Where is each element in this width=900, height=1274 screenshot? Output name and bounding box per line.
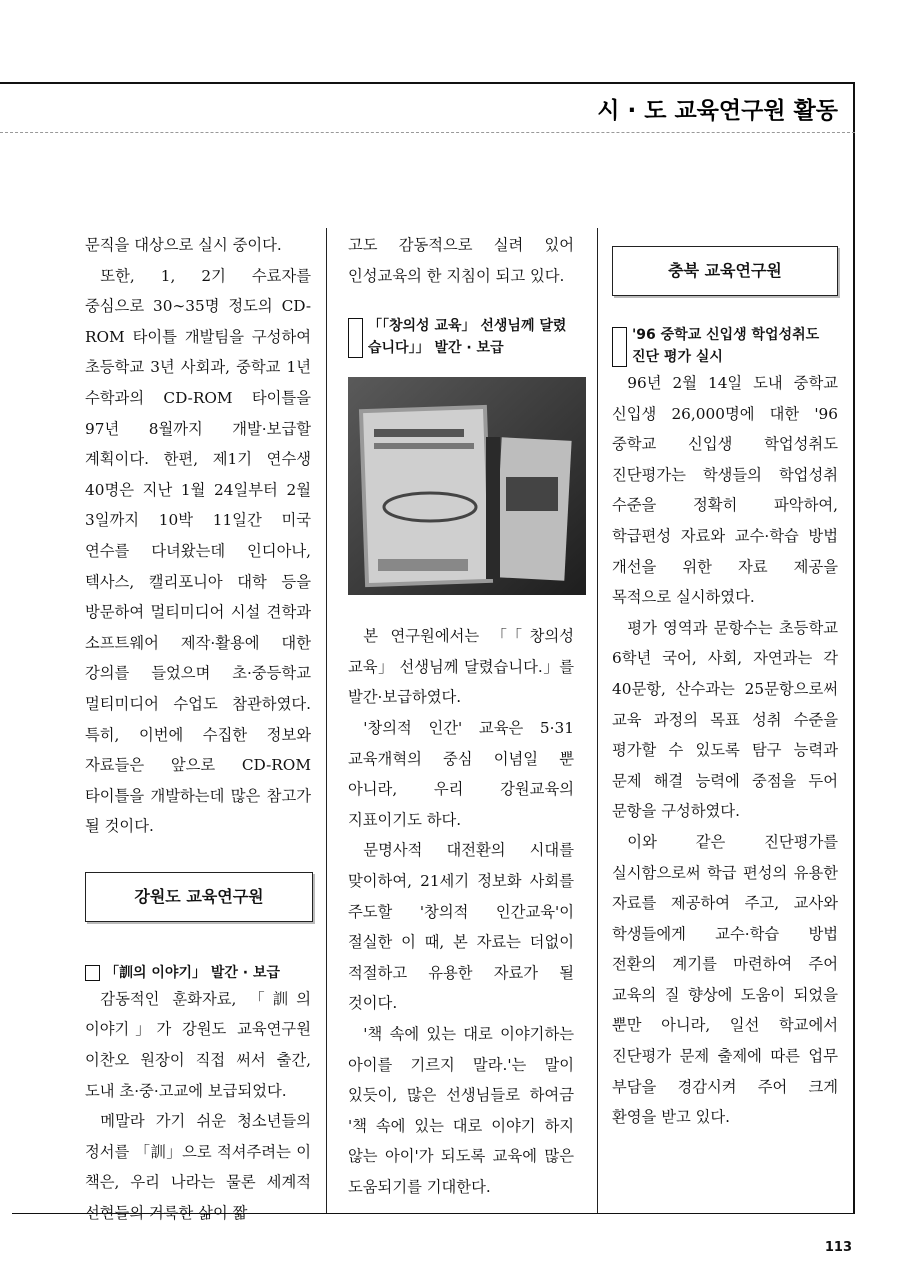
column-rule-1 — [326, 228, 327, 1213]
book-photo-illustration — [348, 377, 586, 595]
paragraph: 평가 영역과 문항수는 초등학교 6학년 국어, 사회, 자연과는 각 40문항, 산수과는 25문항으로써 교육 과정의 목표 성취 수준을 평가할 수 있도록 탐구 능력과 문제 해결 능력에 중점을 두어 문항을 구성하였다. — [612, 618, 838, 821]
paragraph: 이와 같은 진단평가를 실시함으로써 학급 편성의 유용한 자료를 제공하여 주고, 교사와 학생들에게 교수·학습 방법 전환의 계기를 마련하여 주어 교육의 질 향상에 도움이 되었을 뿐만 아니라, 일선 학교에서 진단평가 문제 출제에 따른 업무 부담을 경감시켜 주어 크게 환영을 받고 있다. — [612, 832, 838, 1127]
gangwon-section-heading: 강원도 교육연구원 — [85, 872, 313, 922]
checkbox-square-icon — [85, 965, 100, 981]
column-3 — [612, 230, 838, 1133]
column-1 — [85, 230, 311, 1229]
header-dotted-rule — [0, 132, 855, 133]
paragraph: 메말라 가기 쉬운 청소년들의 정서를 「訓」으로 적셔주려는 이 책은, 우리 나라는 물론 세계적 선현들의 거룩한 삶이 짧 — [85, 1112, 311, 1223]
checkbox-square-icon — [348, 318, 363, 358]
checkbox-square-icon — [612, 327, 627, 367]
right-border-rule — [853, 82, 855, 1214]
paragraph: 고도 감동적으로 실려 있어 인성교육의 한 지침이 되고 있다. — [348, 236, 574, 285]
paragraph: '책 속에 있는 대로 이야기하는 아이를 기르지 말라.'는 말이 있듯이, 많은 선생님들로 하여금 '책 속에 있는 대로 이야기 하지 않는 아이'가 되도록 교육에 많은 도움되기를 기대한다. — [348, 1024, 574, 1196]
header-top-rule — [0, 82, 855, 84]
paragraph: 본 연구원에서는 「「창의성 교육」 선생님께 달렸습니다.」를 발간·보급하였다. — [348, 627, 574, 707]
section-title: 시 · 도 교육연구원 활동 — [597, 98, 838, 124]
paragraph: 또한, 1, 2기 수료자를 중심으로 30∼35명 정도의 CD-ROM 타이틀 개발팀을 구성하여 초등학교 3년 사회과, 중학교 1년 수학과의 CD-ROM 타이틀을 97년 8월까지 개발·보급할 계획이다. 한편, 제1기 연수생 40명은 지난 1월 24일부터 2월 3일까지 10박 11일간 미국 연수를 다녀왔는데 인디아나, 텍사스, 캘리포니아 대학 등을 방문하여 멀티미디어 시설 견학과 소프트웨어 제작·활용에 대한 강의를 들었으며 초·중등학교 멀티미디어 수업도 참관하였다. 특히, 이번에 수집한 정보와 자료들은 앞으로 CD-ROM 타이틀을 개발하는데 많은 참고가 될 것이다. — [85, 266, 311, 836]
gangwon-subheading: 「訓의 이야기」 발간 · 보급 — [85, 962, 311, 984]
paragraph: 문명사적 대전환의 시대를 맞이하여, 21세기 정보화 사회를 주도할 '창의적 인간교육'이 절실한 이 때, 본 자료는 더없이 적절하고 유용한 자료가 될 것이다. — [348, 841, 574, 1013]
page-number: 113 — [824, 1240, 852, 1255]
paragraph: 문직을 대상으로 실시 중이다. — [85, 236, 282, 254]
paragraph: '창의적 인간' 교육은 5·31 교육개혁의 중심 이념일 뿐 아니라, 우리 강원교육의 지표이기도 하다. — [348, 718, 574, 829]
footer-rule — [12, 1213, 855, 1214]
chungbuk-subheading: '96 중학교 신입생 학업성취도 진단 평가 실시 — [612, 324, 838, 368]
book-cover-photo — [348, 377, 586, 595]
column-2 — [348, 230, 574, 1202]
paragraph: 96년 2월 14일 도내 중학교 신입생 26,000명에 대한 '96 중학교 신입생 학업성취도 진단평가는 학생들의 학업성취 수준을 정확히 파악하여, 학급편성 자료와 교수·학습 방법 개선을 위한 자료 제공을 목적으로 실시하였다. — [612, 374, 838, 607]
column-rule-2 — [597, 228, 598, 1213]
creativity-subheading: 「「창의성 교육」 선생님께 달렸 습니다」」 발간 · 보급 — [348, 315, 574, 359]
paragraph: 감동적인 훈화자료, 「訓의 이야기」가 강원도 교육연구원 이찬오 원장이 직접 써서 출간, 도내 초·중·고교에 보급되었다. — [85, 989, 311, 1100]
chungbuk-section-heading: 충북 교육연구원 — [612, 246, 838, 296]
